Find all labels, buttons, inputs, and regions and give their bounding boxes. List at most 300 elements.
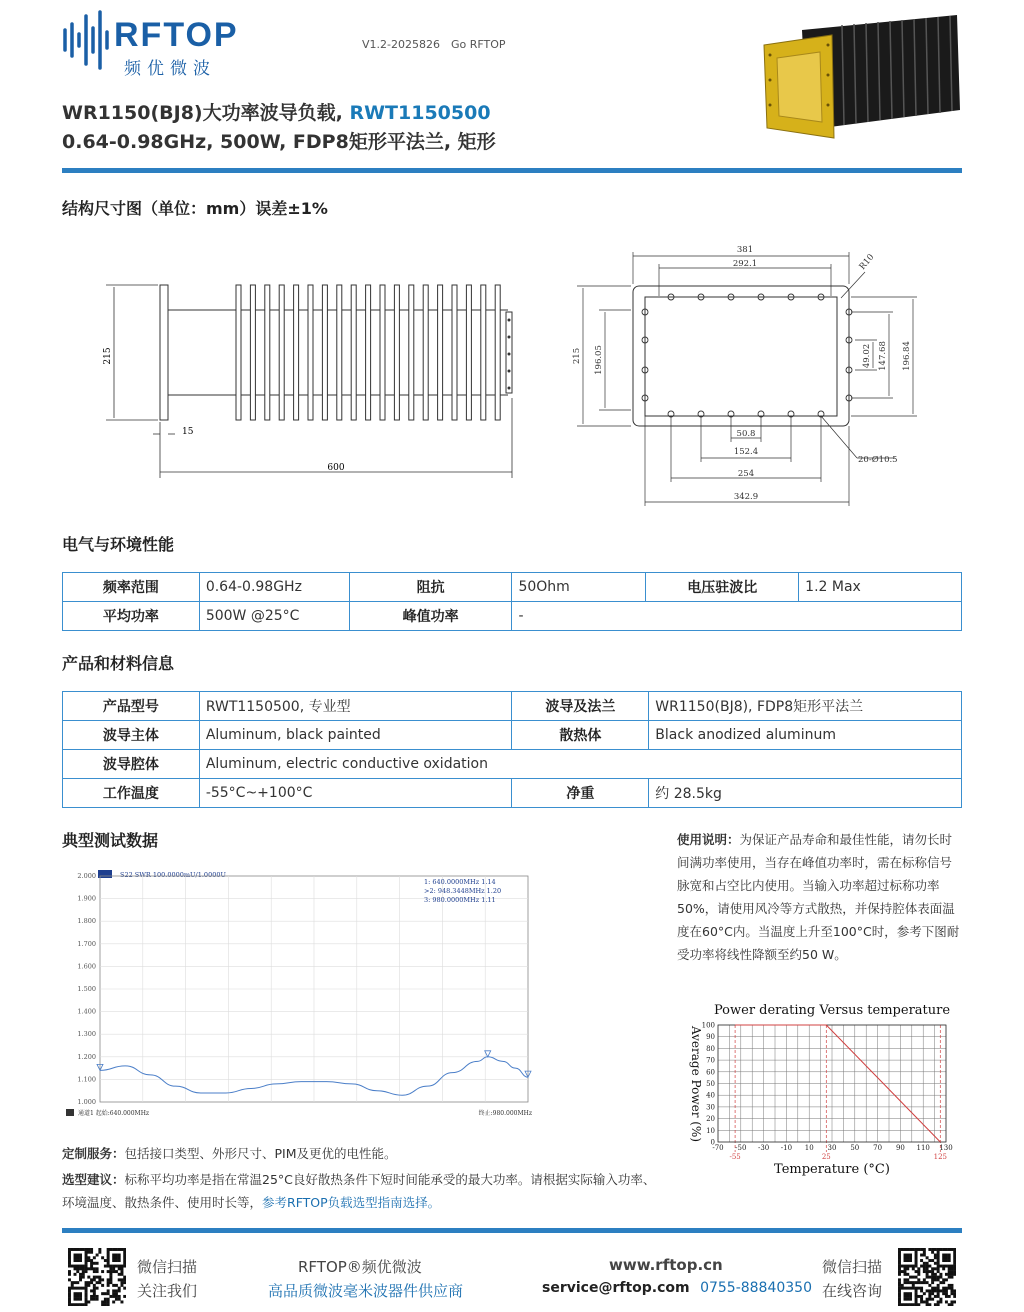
usage-note [677,828,962,966]
footer-contact [542,1280,812,1296]
qr-module [898,1270,901,1273]
qr-module [915,1276,918,1279]
qr-module [123,1276,126,1279]
table-row [63,692,962,721]
custom-label: 定制服务： [62,1146,125,1161]
qr-module [118,1254,121,1257]
label-weight: 净重 [512,779,649,808]
qr-module [120,1270,123,1273]
qr-module [901,1284,904,1287]
qr-module [937,1300,940,1303]
vswr-marker-readout: >2: 948.3448MHz 1.20 [424,887,502,895]
derating-xtick-label: -70 [712,1144,724,1152]
qr-module [68,1262,71,1265]
qr-module [79,1276,82,1279]
vswr-ytick-label: 1.100 [77,1075,96,1084]
qr-module [953,1300,956,1303]
qr-module [112,1295,115,1298]
qr-module [898,1292,901,1295]
qr-module [101,1284,104,1287]
derating-xtick-label: 130 [939,1144,953,1152]
qr-module [98,1276,101,1279]
derating-ytick-label: 50 [706,1080,715,1088]
qr-module [928,1248,931,1251]
qr-module [934,1303,937,1306]
qr-module [109,1267,112,1270]
qr-module [74,1265,77,1268]
derating-xtick-label: 70 [873,1144,883,1152]
qr-module [90,1262,93,1265]
qr-module [74,1248,77,1251]
dim-49-02: 49.02 [862,343,872,369]
advice-link[interactable]: 参考RFTOP负载选型指南选择。 [262,1195,441,1210]
qr-module [931,1289,934,1292]
qr-module [898,1251,901,1254]
dim-side-height: 215 [103,347,113,365]
dim-r10: R10 [857,252,877,272]
qr-module [90,1265,93,1268]
qr-module [915,1303,918,1306]
qr-code-follow[interactable] [68,1248,126,1306]
qr-module [931,1259,934,1262]
qr-module [950,1267,953,1270]
table-row [63,602,962,631]
qr-module [904,1267,907,1270]
vswr-ytick-label: 2.000 [77,872,96,880]
qr-module [898,1287,901,1290]
qr-module [904,1295,907,1298]
value-cavity: Aluminum, electric conductive oxidation [199,750,961,779]
vswr-ytick-label: 1.600 [77,962,96,971]
qr-module [950,1270,953,1273]
qr-module [107,1300,110,1303]
qr-module [948,1287,951,1290]
qr-module [79,1292,82,1295]
qr-module [76,1295,79,1298]
qr-module [939,1281,942,1284]
qr-module [934,1262,937,1265]
qr-module [937,1276,940,1279]
qr-module [953,1273,956,1276]
vswr-start-label: 通道1 起始:640.000MHz [78,1110,150,1117]
qr-module [107,1284,110,1287]
qr-module [76,1254,79,1257]
heatsink-fin [452,285,457,420]
qr-module [909,1298,912,1301]
heatsink-fin [351,285,356,420]
qr-module [120,1267,123,1270]
qr-module [107,1248,110,1251]
qr-module [82,1265,85,1268]
heatsink-fin [466,285,471,420]
qr-module [68,1248,71,1251]
value-body: Aluminum, black painted [199,721,512,750]
table-row [63,779,962,808]
qr-module [79,1248,82,1251]
qr-module [915,1259,918,1262]
footer-follow: 关注我们 [137,1282,198,1300]
heatsink-fin [495,285,500,420]
qr-module [93,1267,96,1270]
qr-module [948,1295,951,1298]
qr-module [915,1300,918,1303]
table-row [63,573,962,602]
heatsink-fin [366,285,371,420]
qr-module [123,1295,126,1298]
qr-module [123,1248,126,1251]
qr-module [120,1300,123,1303]
qr-module [85,1248,88,1251]
qr-module [85,1251,88,1254]
qr-module [909,1254,912,1257]
qr-module [937,1256,940,1259]
qr-module [906,1295,909,1298]
qr-module [909,1303,912,1306]
qr-module [123,1265,126,1268]
qr-module [120,1273,123,1276]
qr-module [906,1273,909,1276]
qr-module [950,1292,953,1295]
qr-module [928,1289,931,1292]
qr-module [945,1287,948,1290]
qr-module [74,1254,77,1257]
electrical-table [62,572,962,631]
qr-module [87,1284,90,1287]
qr-module [85,1300,88,1303]
qr-module [107,1254,110,1257]
qr-module [953,1265,956,1268]
derating-ytick-label: 100 [701,1021,715,1030]
qr-module [82,1273,85,1276]
qr-module [937,1262,940,1265]
qr-module [115,1259,118,1262]
label-model: 产品型号 [63,692,200,721]
qr-module [93,1262,96,1265]
qr-module [953,1292,956,1295]
qr-module [82,1270,85,1273]
qr-module [79,1298,82,1301]
qr-module [898,1265,901,1268]
qr-module [898,1300,901,1303]
qr-module [118,1259,121,1262]
qr-module [937,1251,940,1254]
qr-module [926,1265,929,1268]
qr-module [85,1267,88,1270]
heatsink-fin [423,285,428,420]
qr-module [109,1281,112,1284]
qr-module [96,1298,99,1301]
qr-module [74,1295,77,1298]
qr-module [904,1254,907,1257]
vswr-chart [62,866,542,1118]
qr-module [98,1251,101,1254]
qr-module [915,1295,918,1298]
qr-module [923,1265,926,1268]
qr-module [934,1278,937,1281]
qr-module [85,1254,88,1257]
qr-module [82,1248,85,1251]
qr-module [898,1278,901,1281]
qr-module [101,1292,104,1295]
vswr-ytick-label: 1.500 [77,985,96,993]
qr-module [928,1298,931,1301]
qr-module [96,1276,99,1279]
qr-module [123,1262,126,1265]
heatsink-fin [265,285,270,420]
qr-module [923,1254,926,1257]
qr-module [915,1270,918,1273]
qr-module [915,1262,918,1265]
qr-module [926,1300,929,1303]
qr-module [920,1259,923,1262]
qr-module [90,1278,93,1281]
qr-module [85,1292,88,1295]
derating-xtick-label: 50 [850,1144,860,1152]
qr-module [115,1284,118,1287]
qr-module [923,1248,926,1251]
qr-module [901,1265,904,1268]
qr-module [928,1276,931,1279]
dim-196-05: 196.05 [594,345,604,375]
qr-module [909,1292,912,1295]
qr-module [120,1265,123,1268]
qr-module [923,1292,926,1295]
qr-module [912,1281,915,1284]
qr-module [104,1303,107,1306]
qr-module [68,1254,71,1257]
qr-module [928,1284,931,1287]
qr-module [85,1259,88,1262]
qr-module [937,1254,940,1257]
qr-module [901,1303,904,1306]
qr-module [926,1267,929,1270]
qr-module [68,1259,71,1262]
qr-module [942,1292,945,1295]
qr-module [904,1298,907,1301]
footer-brand: RFTOP®频优微波 [298,1258,422,1276]
qr-module [90,1281,93,1284]
qr-module [109,1270,112,1273]
qr-module [931,1267,934,1270]
qr-module [901,1270,904,1273]
custom-note [62,1142,397,1165]
qr-module [931,1287,934,1290]
qr-module [912,1287,915,1290]
test-heading: 典型测试数据 [62,831,159,850]
label-freq: 频率范围 [63,573,200,602]
derating-xtick-label: -30 [757,1144,770,1152]
qr-module [115,1270,118,1273]
label-avg-power: 平均功率 [63,602,200,631]
qr-module [90,1267,93,1270]
qr-module [909,1276,912,1279]
qr-module [96,1270,99,1273]
qr-module [937,1289,940,1292]
qr-module [898,1281,901,1284]
qr-module [939,1248,942,1251]
qr-module [68,1251,71,1254]
qr-module [948,1284,951,1287]
derating-ytick-label: 0 [710,1138,715,1147]
dim-side-length: 600 [327,463,345,473]
qr-module [926,1276,929,1279]
qr-module [948,1265,951,1268]
qr-module [109,1276,112,1279]
qr-module [937,1284,940,1287]
qr-module [923,1278,926,1281]
label-vswr: 电压驻波比 [646,573,799,602]
derating-xtick-label: 110 [916,1144,930,1152]
front-view-drawing [565,240,945,510]
value-vswr: 1.2 Max [799,573,962,602]
derating-ytick-label: 10 [706,1126,715,1135]
qr-module [898,1284,901,1287]
qr-module [93,1298,96,1301]
qr-module [917,1273,920,1276]
qr-module [71,1265,74,1268]
qr-module [898,1259,901,1262]
value-peak-power: - [512,602,962,631]
side-view-drawing [98,250,538,510]
qr-module [937,1278,940,1281]
qr-module [937,1287,940,1290]
qr-module [923,1270,926,1273]
qr-module [898,1298,901,1301]
qr-module [950,1284,953,1287]
qr-module [937,1295,940,1298]
qr-module [953,1267,956,1270]
qr-module [85,1303,88,1306]
qr-module [926,1262,929,1265]
qr-module [112,1259,115,1262]
qr-module [79,1267,82,1270]
qr-module [945,1289,948,1292]
qr-module [906,1281,909,1284]
qr-module [109,1248,112,1251]
qr-module [948,1248,951,1251]
qr-module [104,1300,107,1303]
qr-module [79,1278,82,1281]
qr-module [98,1248,101,1251]
qr-module [917,1267,920,1270]
qr-module [898,1254,901,1257]
qr-module [112,1270,115,1273]
qr-module [112,1300,115,1303]
qr-module [939,1265,942,1268]
qr-module [904,1265,907,1268]
qr-module [115,1289,118,1292]
qr-module [98,1278,101,1281]
heatsink-fin [294,285,299,420]
heatsink-fin [481,285,486,420]
qr-module [898,1303,901,1306]
qr-module [942,1254,945,1257]
qr-module [68,1265,71,1268]
qr-module [948,1273,951,1276]
qr-module [118,1289,121,1292]
qr-module [82,1287,85,1290]
qr-module [76,1256,79,1259]
qr-module [948,1267,951,1270]
qr-module [904,1287,907,1290]
qr-module [85,1295,88,1298]
advice-label: 选型建议： [62,1172,125,1187]
qr-module [945,1292,948,1295]
qr-module [115,1254,118,1257]
qr-module [101,1303,104,1306]
qr-module [920,1248,923,1251]
dim-side-flange: 15 [182,427,194,437]
qr-module [118,1298,121,1301]
qr-module [920,1265,923,1268]
qr-module [107,1270,110,1273]
qr-module [906,1265,909,1268]
derating-title: Power derating Versus temperature [713,1003,951,1018]
qr-module [76,1287,79,1290]
qr-module [112,1289,115,1292]
qr-module [920,1295,923,1298]
qr-module [96,1281,99,1284]
qr-module [112,1292,115,1295]
value-model: RWT1150500, 专业型 [199,692,512,721]
heatsink-fin [236,285,241,420]
qr-module [115,1292,118,1295]
qr-module [104,1292,107,1295]
qr-module [926,1289,929,1292]
qr-module [926,1273,929,1276]
qr-module [917,1281,920,1284]
qr-module [934,1256,937,1259]
qr-module [76,1267,79,1270]
qr-module [953,1251,956,1254]
qr-module [948,1276,951,1279]
qr-module [79,1303,82,1306]
qr-module [93,1295,96,1298]
heatsink-fin [394,285,399,420]
qr-module [115,1248,118,1251]
qr-module [68,1270,71,1273]
qr-module [934,1248,937,1251]
qr-module [107,1289,110,1292]
qr-module [123,1259,126,1262]
heatsink-fin [322,285,327,420]
qr-module [87,1300,90,1303]
qr-module [68,1273,71,1276]
qr-module [912,1276,915,1279]
qr-module [82,1303,85,1306]
qr-module [923,1267,926,1270]
qr-code-consult[interactable] [898,1248,956,1306]
label-cavity: 波导腔体 [63,750,200,779]
vswr-ytick-label: 1.000 [77,1098,96,1106]
qr-module [917,1303,920,1306]
title-line-1 [62,98,491,125]
footer-email[interactable]: service@rftop.com [542,1280,690,1296]
footer-website[interactable]: www.rftop.cn [609,1256,723,1274]
qr-module [76,1281,79,1284]
qr-module [945,1265,948,1268]
qr-module [909,1259,912,1262]
qr-module [112,1267,115,1270]
qr-module [937,1292,940,1295]
qr-module [112,1248,115,1251]
goto-link[interactable]: Go RFTOP [451,38,506,51]
qr-module [118,1248,121,1251]
derating-limit-label: -55 [729,1153,741,1161]
dim-381: 381 [736,245,754,255]
dim-292: 292.1 [732,259,758,269]
qr-module [98,1281,101,1284]
